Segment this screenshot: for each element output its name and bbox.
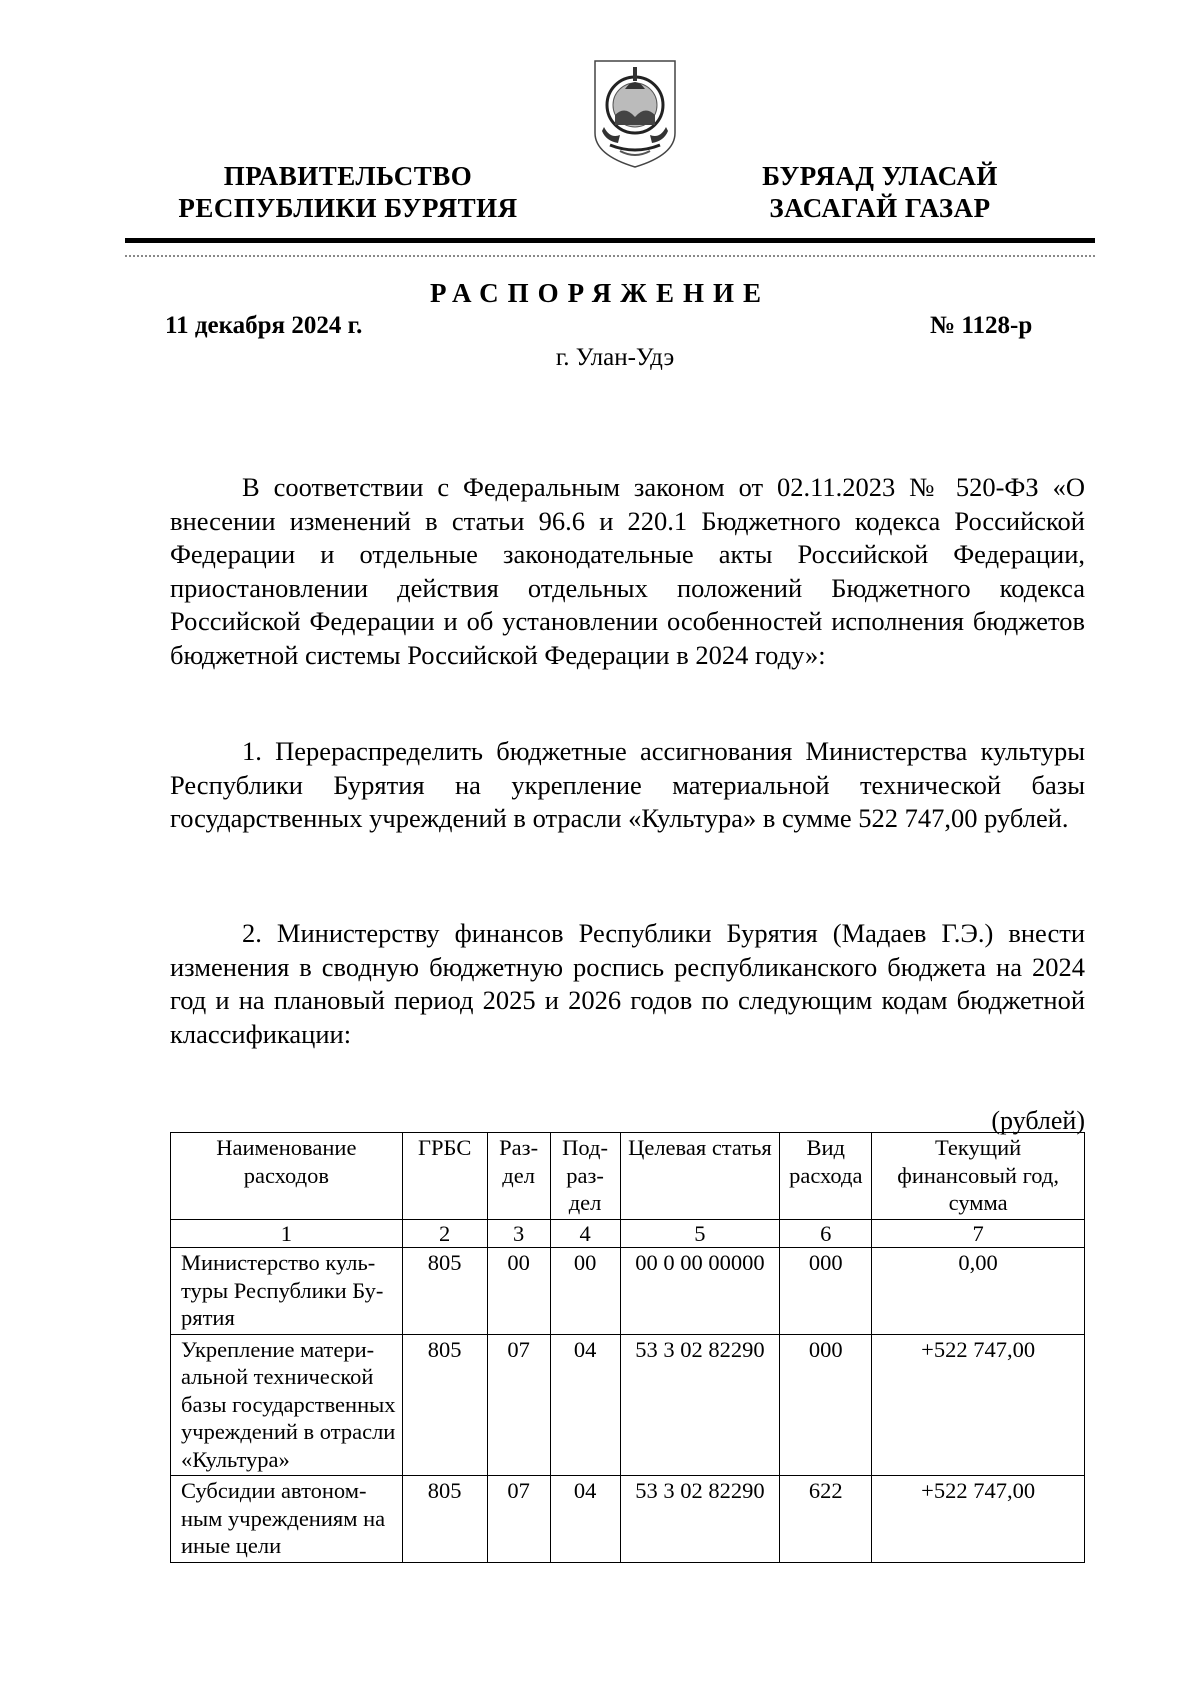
target-article-cell: 53 3 02 82290 <box>620 1476 780 1563</box>
expense-type-cell: 000 <box>780 1334 872 1476</box>
grbs-cell: 805 <box>402 1334 487 1476</box>
issuer-name-russian <box>158 160 538 224</box>
table-column-numbers-row <box>171 1219 1085 1248</box>
document-city: г. Улан-Удэ <box>555 344 675 371</box>
expense-type-cell: 000 <box>780 1248 872 1335</box>
document-number: № 1128-р <box>930 312 1033 339</box>
header-amount: Текущий финансовый год, сумма <box>872 1133 1085 1220</box>
clause-1-paragraph: 1. Перераспределить бюджетные ассигнования Министерства культуры Республики Бурятия на укрепление материальной технической базы государственных учреждений в отрасли «Культура» в сумме 522 747,00 рублей. <box>170 736 1085 834</box>
preamble-paragraph: В соответствии с Федеральным законом от 02.11.2023 № 520-ФЗ «О внесении изменений в статьи 96.6 и 220.1 Бюджетного кодекса Российской Федерации и отдельные законодательные акты Российской Федерации, приостановлении действия отдельных положений Бюджетного кодекса Российской Федерации и об установлении особенностей исполнения бюджетов бюджетной системы Российской Федерации в 2024 году»: <box>170 472 1085 670</box>
section-cell: 07 <box>487 1334 550 1476</box>
section-cell: 00 <box>487 1248 550 1335</box>
amount-cell: +522 747,00 <box>872 1476 1085 1563</box>
column-number: 6 <box>780 1219 872 1248</box>
clause-2-paragraph: 2. Министерству финансов Республики Бурятия (Мадаев Г.Э.) внести изменения в сводную бюджетную роспись республиканского бюджета на 2024 год и на плановый период 2025 и 2026 годов по следующим кодам бюджетной классификации: <box>170 918 1085 1049</box>
coat-of-arms-icon <box>590 55 680 173</box>
header-expense-type: Вид расхода <box>780 1133 872 1220</box>
column-number: 2 <box>402 1219 487 1248</box>
expense-name-cell: Субсидии автономным учреждениям на иные цели <box>171 1476 403 1563</box>
amount-cell: +522 747,00 <box>872 1334 1085 1476</box>
issuer-name-buryat <box>715 160 1045 224</box>
header-divider-thick <box>125 238 1095 243</box>
header-target-article: Целевая статья <box>620 1133 780 1220</box>
issuer-buryat-line-2: ЗАСАГАЙ ГАЗАР <box>769 193 991 223</box>
header-section: Раздел <box>487 1133 550 1220</box>
table-row <box>171 1248 1085 1335</box>
section-cell: 07 <box>487 1476 550 1563</box>
table-unit-label: (рублей) <box>991 1106 1085 1135</box>
subsection-cell: 04 <box>550 1476 620 1563</box>
column-number: 3 <box>487 1219 550 1248</box>
document-date: 11 декабря 2024 г. <box>165 312 363 339</box>
issuer-line-2: РЕСПУБЛИКИ БУРЯТИЯ <box>178 193 518 223</box>
header-subsection: Подраздел <box>550 1133 620 1220</box>
grbs-cell: 805 <box>402 1476 487 1563</box>
table-row <box>171 1476 1085 1563</box>
column-number: 7 <box>872 1219 1085 1248</box>
expense-type-cell: 622 <box>780 1476 872 1563</box>
column-number: 4 <box>550 1219 620 1248</box>
header-expense-name: Наименование расходов <box>171 1133 403 1220</box>
subsection-cell: 00 <box>550 1248 620 1335</box>
target-article-cell: 00 0 00 00000 <box>620 1248 780 1335</box>
header-grbs: ГРБС <box>402 1133 487 1220</box>
column-number: 1 <box>171 1219 403 1248</box>
subsection-cell: 04 <box>550 1334 620 1476</box>
amount-cell: 0,00 <box>872 1248 1085 1335</box>
budget-table <box>170 1132 1085 1563</box>
issuer-buryat-line-1: БУРЯАД УЛАСАЙ <box>762 161 998 191</box>
expense-name-cell: Укрепление материальной технической базы государственных учреждений в отрасли «Культура» <box>171 1334 403 1476</box>
document-title: РАСПОРЯЖЕНИЕ <box>429 278 771 308</box>
table-row <box>171 1334 1085 1476</box>
column-number: 5 <box>620 1219 780 1248</box>
issuer-line-1: ПРАВИТЕЛЬСТВО <box>223 161 473 191</box>
grbs-cell: 805 <box>402 1248 487 1335</box>
expense-name-cell: Министерство культуры Республики Бурятия <box>171 1248 403 1335</box>
table-header-row <box>171 1133 1085 1220</box>
target-article-cell: 53 3 02 82290 <box>620 1334 780 1476</box>
header-divider-thin <box>125 255 1095 257</box>
